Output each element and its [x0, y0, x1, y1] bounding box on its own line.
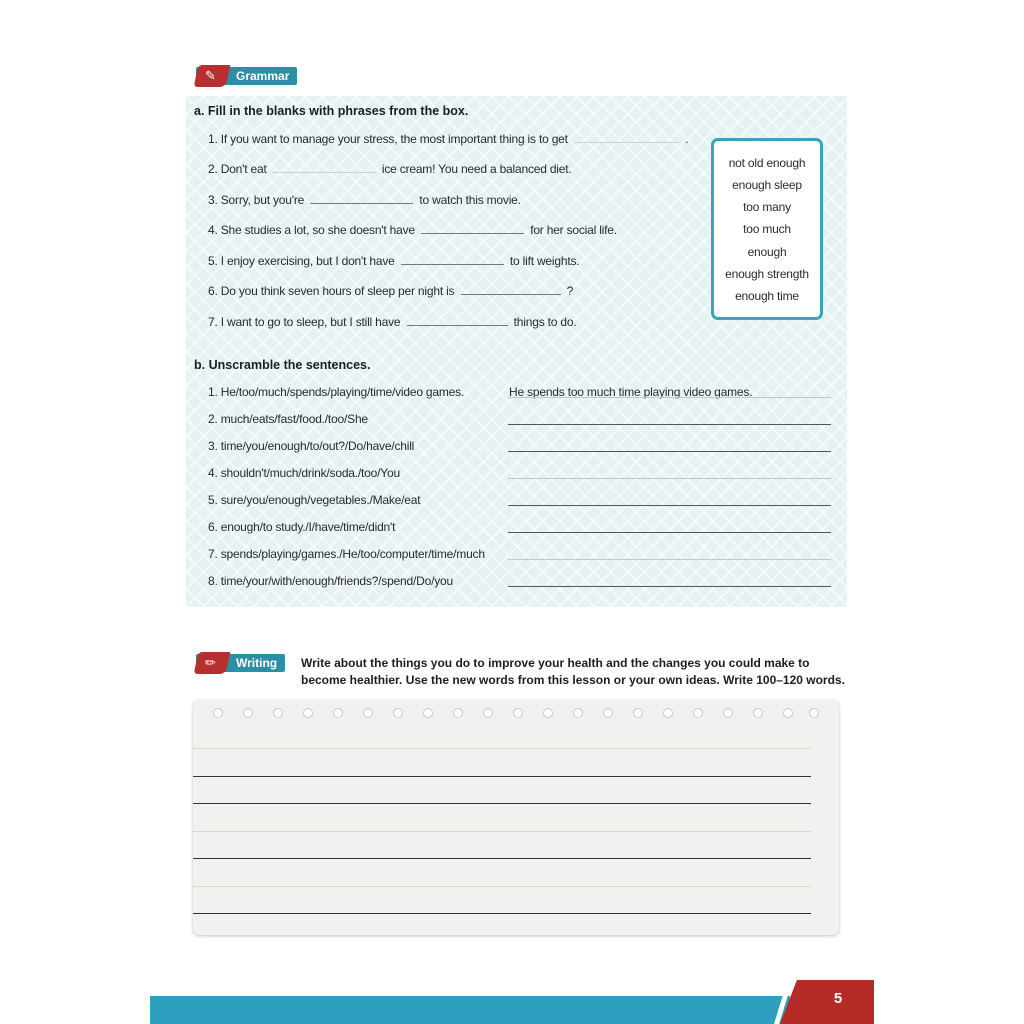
item-text: .	[685, 132, 689, 146]
answer-line[interactable]	[508, 424, 831, 425]
writing-line[interactable]	[193, 858, 811, 859]
writing-line[interactable]	[193, 913, 811, 914]
item-text: 1. If you want to manage your stress, the most important thing is to get	[208, 132, 568, 146]
word-box-item: too much	[743, 222, 791, 236]
answer-blank[interactable]	[273, 162, 376, 173]
footer-bar	[150, 996, 790, 1024]
binder-hole	[393, 708, 403, 718]
binder-hole	[783, 708, 793, 718]
binder-hole	[723, 708, 733, 718]
answer-blank[interactable]	[461, 284, 561, 295]
binder-hole	[693, 708, 703, 718]
grammar-icon: ✎	[194, 65, 231, 87]
exercise-b-item: 1. He/too/much/spends/playing/time/video games.	[208, 385, 465, 399]
grammar-section-tab	[196, 67, 297, 85]
writing-section-tab	[196, 654, 285, 672]
item-text: ?	[566, 284, 574, 298]
writing-prompt: Write about the things you do to improve your health and the changes you could make to become healthier. Use the new words from this lesson or your own ideas. Write 100–120 words.	[301, 656, 845, 687]
binder-hole	[483, 708, 493, 718]
writing-line[interactable]	[193, 886, 811, 887]
binder-hole	[809, 708, 819, 718]
answer-line[interactable]	[508, 505, 831, 506]
exercise-a-heading: a. Fill in the blanks with phrases from the box.	[194, 104, 469, 118]
word-box-item: too many	[743, 200, 791, 214]
item-text: for her social life.	[530, 223, 617, 237]
answer-line[interactable]	[508, 532, 831, 533]
item-text: to watch this movie.	[419, 193, 521, 207]
binder-hole	[303, 708, 313, 718]
item-text: 4. She studies a lot, so she doesn't have	[208, 223, 415, 237]
exercise-a-item	[208, 254, 579, 268]
page-number: 5	[833, 990, 843, 1007]
answer-line[interactable]	[508, 586, 831, 587]
binder-hole	[333, 708, 343, 718]
item-text: 5. I enjoy exercising, but I don't have	[208, 254, 395, 268]
item-text: 3. Sorry, but you're	[208, 193, 305, 207]
word-box	[711, 138, 823, 320]
binder-hole	[663, 708, 673, 718]
answer-blank[interactable]	[574, 132, 679, 143]
binder-hole	[243, 708, 253, 718]
binder-hole	[753, 708, 763, 718]
exercise-a-item	[208, 193, 521, 207]
item-text: things to do.	[513, 315, 577, 329]
word-box-item: enough time	[735, 289, 799, 303]
exercise-a-item	[208, 284, 573, 298]
item-text: 7. I want to go to sleep, but I still have	[208, 315, 401, 329]
binder-hole	[273, 708, 283, 718]
exercise-b-item: 2. much/eats/fast/food./too/She	[208, 412, 368, 426]
binder-hole	[633, 708, 643, 718]
answer-blank[interactable]	[401, 254, 504, 265]
answer-line[interactable]	[508, 478, 831, 479]
exercise-a-item	[208, 223, 617, 237]
pencil-icon: ✏	[194, 652, 231, 674]
exercise-b-item: 7. spends/playing/games./He/too/computer/time/much	[208, 547, 485, 561]
writing-tab-label: Writing	[236, 656, 278, 670]
exercise-b-item: 4. shouldn't/much/drink/soda./too/You	[208, 466, 400, 480]
exercise-b-heading: b. Unscramble the sentences.	[194, 358, 371, 372]
word-box-item: enough strength	[725, 267, 809, 281]
writing-line[interactable]	[193, 831, 811, 832]
exercise-b-item: 6. enough/to study./I/have/time/didn't	[208, 520, 396, 534]
grammar-tab-label: Grammar	[236, 69, 290, 83]
exercise-a-item	[208, 315, 576, 329]
answer-line[interactable]	[508, 451, 831, 452]
binder-hole	[513, 708, 523, 718]
word-box-item: enough sleep	[732, 178, 802, 192]
example-answer: He spends too much time playing video games.	[509, 385, 753, 399]
answer-blank[interactable]	[310, 193, 413, 204]
binder-hole	[543, 708, 553, 718]
word-box-item: enough	[747, 245, 787, 259]
answer-blank[interactable]	[421, 223, 524, 234]
exercise-b-item: 8. time/your/with/enough/friends?/spend/Do/you	[208, 574, 453, 588]
exercise-a-item	[208, 132, 688, 146]
writing-line[interactable]	[193, 748, 811, 749]
word-box-item: not old enough	[728, 156, 806, 170]
binder-hole	[363, 708, 373, 718]
binder-hole	[603, 708, 613, 718]
writing-line[interactable]	[193, 776, 811, 777]
binder-hole	[453, 708, 463, 718]
exercise-b-item: 3. time/you/enough/to/out?/Do/have/chill	[208, 439, 415, 453]
exercise-a-item	[208, 162, 572, 176]
answer-line[interactable]	[508, 559, 831, 560]
binder-hole	[573, 708, 583, 718]
item-text: 6. Do you think seven hours of sleep per night is	[208, 284, 455, 298]
writing-notebook[interactable]	[193, 700, 839, 935]
item-text: 2. Don't eat	[208, 162, 267, 176]
binder-hole	[423, 708, 433, 718]
answer-line[interactable]	[508, 397, 831, 398]
writing-line[interactable]	[193, 803, 811, 804]
answer-blank[interactable]	[407, 315, 508, 326]
binder-hole	[213, 708, 223, 718]
item-text: ice cream! You need a balanced diet.	[381, 162, 572, 176]
exercise-b-item: 5. sure/you/enough/vegetables./Make/eat	[208, 493, 421, 507]
item-text: to lift weights.	[509, 254, 580, 268]
